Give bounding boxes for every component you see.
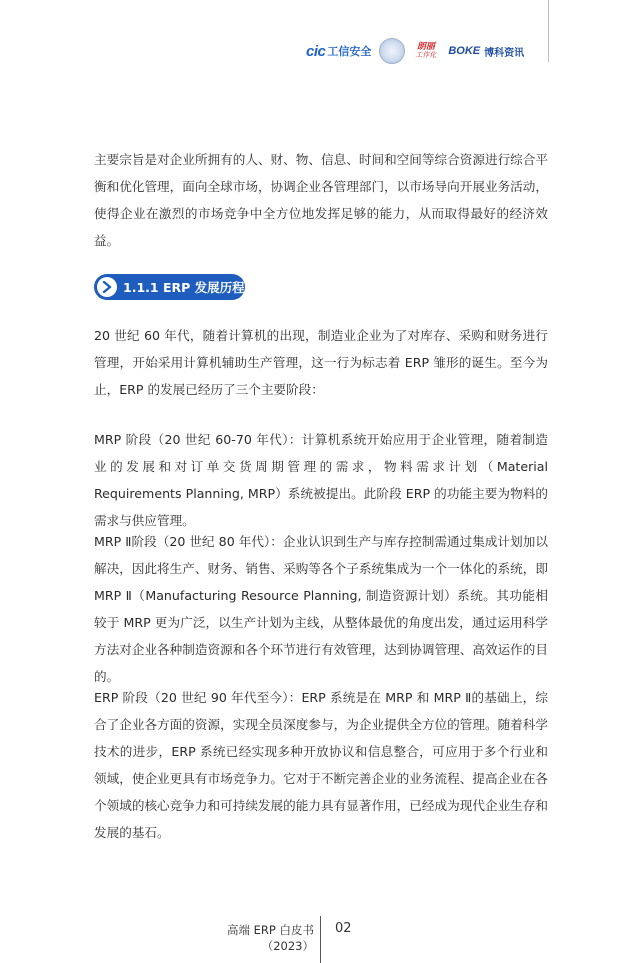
footer-divider: [320, 916, 321, 963]
mrp2-stage-paragraph: MRP Ⅱ阶段（20 世纪 80 年代）：企业认识到生产与库存控制需通过集成计划加以解决，因此将生产、财务、销售、采购等各个子系统集成为一个一体化的系统，即 MRP Ⅱ（Manufacturing Resource Planning, 制造资源计划）系统。其功能相较于 MRP 更为广泛，以生产计划为主线，从整体最优的角度出发，通过运用科学方法对企业各种制造资源和各个环节进行有效管理，达到协调管理、高效运作的目的。: [94, 534, 548, 684]
chevron-right-icon: [97, 277, 117, 297]
intro-paragraph: 主要宗旨是对企业所拥有的人、财、物、信息、时间和空间等综合资源进行综合平衡和优化管理，面向全球市场，协调企业各管理部门，以市场导向开展业务活动，使得企业在激烈的市场竞争中全方位地发挥足够的能力，从而取得最好的经济效益。: [94, 152, 548, 248]
boke-logo: BOKE: [448, 45, 481, 57]
erp-stage-paragraph: ERP 阶段（20 世纪 90 年代至今）：ERP 系统是在 MRP 和 MRP Ⅱ的基础上，综合了企业各方面的资源，实现全员深度参与，为企业提供全方位的管理。随着科学技术的进步，ERP 系统已经实现多种开放协议和信息整合，可应用于多个行业和领域，使企业更具有市场竞争力。它对于不断完善企业的业务流程、提高企业在各个领域的核心竞争力和可持续发展的能力具有显著作用，已经成为现代企业生存和发展的基石。: [94, 690, 548, 840]
boke-logo-text: 博科资讯: [484, 47, 525, 59]
cic-logo-text: 工信安全: [327, 45, 372, 58]
page-number: 02: [335, 921, 352, 936]
seal-logo: [379, 38, 405, 64]
section-heading: [94, 274, 245, 300]
section-heading-label: 1.1.1 ERP 发展历程: [123, 280, 245, 295]
cic-logo: cic: [306, 42, 326, 60]
header-divider: [548, 0, 549, 62]
header-logos: [306, 38, 524, 64]
red-logo: [415, 43, 436, 59]
footer-title: 高端 ERP 白皮书（2023）: [226, 923, 314, 953]
red-logo-line1: 朗丽: [416, 42, 435, 52]
history-paragraph: 20 世纪 60 年代，随着计算机的出现，制造业企业为了对库存、采购和财务进行管理，开始采用计算机辅助生产管理，这一行为标志着 ERP 雏形的诞生。至今为止，ERP 的发展已经历了三个主要阶段：: [94, 328, 548, 397]
mrp-stage-paragraph: MRP 阶段（20 世纪 60-70 年代）：计算机系统开始应用于企业管理，随着制造业的发展和对订单交货周期管理的需求，物料需求计划（Material Requirements Planning, MRP）系统被提出。此阶段 ERP 的功能主要为物料的需求与供应管理。: [94, 432, 548, 528]
red-logo-line2: 工作化: [415, 51, 437, 59]
